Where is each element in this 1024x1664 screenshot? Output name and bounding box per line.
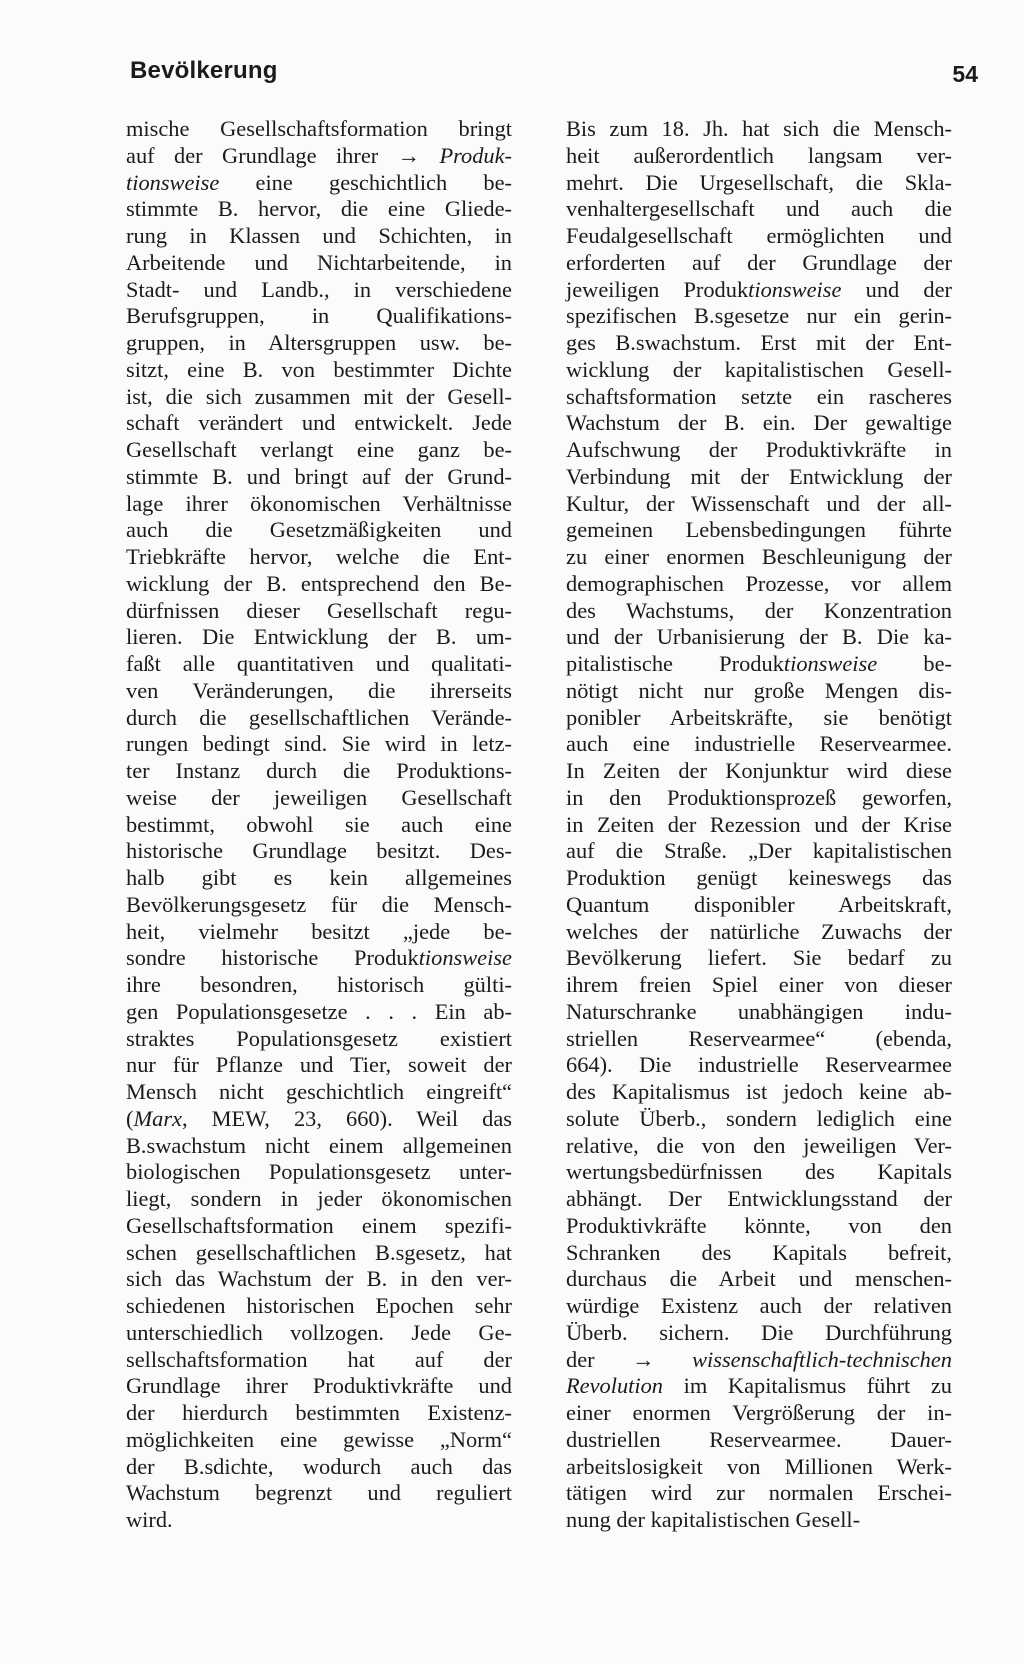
text-line: dustriellen Reservearmee. Dauer- (566, 1426, 952, 1452)
text-line: Überb. sichern. Die Durchführung (566, 1319, 952, 1345)
text-line: schaftsformation setzte ein rascheres (566, 383, 952, 409)
text-line: auch die Gesetzmäßigkeiten und (126, 517, 512, 543)
text-line: pitalistische Produktionsweise be- (566, 651, 953, 676)
page-number: 54 (952, 61, 978, 87)
text-line: striellen Reservearmee“ (ebenda, (566, 1025, 952, 1051)
text-line: des Wachstums, der Konzentration (566, 597, 952, 623)
text-line: Revolution im Kapitalismus führt zu (566, 1373, 952, 1399)
text-line: Produktion genügt keineswegs das (566, 865, 952, 890)
text-line: Arbeitende und Nichtarbeitende, in (126, 249, 512, 275)
text-line: bestimmt, obwohl sie auch eine (126, 811, 512, 837)
text-line: sondre historische Produktionsweise (126, 945, 512, 971)
text-line: Aufschwung der Produktivkräfte in (566, 437, 952, 462)
text-line: B.swachstum nicht einem allgemeinen (126, 1132, 512, 1158)
text-line: würdige Existenz auch der relativen (566, 1293, 952, 1318)
text-line: wicklung der B. entsprechend den Be- (126, 570, 512, 596)
right-text-column (566, 116, 952, 1534)
text-line: sellschaftsformation hat auf der (126, 1346, 512, 1372)
text-line: Produktivkräfte könnte, von den (566, 1212, 952, 1238)
text-line: Mensch nicht geschichtlich eingreift“ (126, 1079, 512, 1104)
text-line: schiedenen historischen Epochen sehr (126, 1293, 512, 1318)
text-line: In Zeiten der Konjunktur wird diese (566, 758, 952, 783)
text-line: heit außerordentlich langsam ver- (566, 142, 952, 168)
text-line: durch die gesellschaftlichen Verände- (126, 704, 512, 730)
text-line: auch eine industrielle Reservearmee. (566, 731, 952, 757)
text-line: Quantum disponibler Arbeitskraft, (566, 891, 952, 917)
text-line: abhängt. Der Entwicklungsstand der (566, 1186, 952, 1211)
text-line: Triebkräfte hervor, welche die Ent- (126, 544, 512, 569)
text-line: jeweiligen Produktionsweise und der (566, 276, 952, 302)
text-line: (Marx, MEW, 23, 660). Weil das (126, 1105, 512, 1131)
text-line: straktes Populationsgesetz existiert (126, 1025, 512, 1051)
text-line: relative, die von den jeweiligen Ver- (566, 1132, 952, 1158)
text-line: Feudalgesellschaft ermöglichten und (566, 223, 952, 248)
text-line: spezifischen B.sgesetze nur ein gerin- (566, 303, 952, 329)
text-line: gemeinen Lebensbedingungen führte (566, 517, 952, 543)
text-line: Bevölkerung liefert. Sie bedarf zu (566, 945, 952, 971)
text-line: halb gibt es kein allgemeines (126, 865, 512, 890)
text-line: durchaus die Arbeit und menschen- (566, 1266, 952, 1292)
text-line: der hierdurch bestimmten Existenz- (126, 1400, 512, 1425)
text-line: faßt alle quantitativen und qualitati- (126, 651, 512, 676)
text-line: mische Gesellschaftsformation bringt (126, 116, 512, 141)
text-line: biologischen Populationsgesetz unter- (126, 1159, 512, 1185)
text-line: ven Veränderungen, die ihrerseits (126, 677, 512, 703)
text-line: des Kapitalismus ist jedoch keine ab- (566, 1079, 952, 1104)
text-line: liegt, sondern in jeder ökonomischen (126, 1186, 512, 1211)
text-line: in den Produktionsprozeß geworfen, (566, 784, 952, 810)
text-line: ponibler Arbeitskräfte, sie benötigt (566, 704, 952, 730)
text-line: Gesellschaft verlangt eine ganz be- (126, 437, 512, 462)
text-line: in Zeiten der Rezession und der Krise (566, 811, 952, 837)
text-line: Grundlage ihrer Produktivkräfte und (126, 1373, 512, 1399)
text-line: gruppen, in Altersgruppen usw. be- (126, 330, 512, 355)
text-line: demographischen Prozesse, vor allem (566, 570, 952, 596)
text-line: Wachstum begrenzt und reguliert (126, 1480, 512, 1506)
text-line: schen gesellschaftlichen B.sgesetz, hat (126, 1239, 512, 1265)
text-line: einer enormen Vergrößerung der in- (566, 1400, 952, 1425)
text-line: Verbindung mit der Entwicklung der (566, 463, 952, 489)
left-text-column (126, 116, 512, 1534)
text-line: Schranken des Kapitals befreit, (566, 1239, 952, 1265)
text-line: tätigen wird zur normalen Erschei- (566, 1480, 952, 1506)
text-line: Bevölkerungsgesetz für die Mensch- (126, 891, 512, 917)
text-line: stimmte B. und bringt auf der Grund- (126, 463, 512, 489)
text-line: unterschiedlich vollzogen. Jede Ge- (126, 1319, 512, 1345)
text-line: rung in Klassen und Schichten, in (126, 223, 512, 248)
page-header (130, 57, 978, 93)
text-line: möglichkeiten eine gewisse „Norm“ (126, 1426, 512, 1452)
text-line: ihre besondren, historisch gülti- (126, 972, 512, 997)
text-line: nötigt nicht nur große Mengen dis- (566, 677, 952, 703)
text-line: wird. (126, 1507, 173, 1532)
text-line: der → wissenschaftlich-technischen (566, 1346, 952, 1372)
text-line: ist, die sich zusammen mit der Gesell- (126, 383, 512, 409)
text-line: Kultur, der Wissenschaft und der all- (566, 490, 952, 516)
text-line: zu einer enormen Beschleunigung der (566, 544, 952, 569)
text-line: erforderten auf der Grundlage der (566, 249, 952, 275)
text-line: Bis zum 18. Jh. hat sich die Mensch- (566, 116, 952, 141)
text-line: nur für Pflanze und Tier, soweit der (126, 1052, 512, 1078)
text-line: ihrem freien Spiel einer von dieser (566, 972, 952, 997)
text-line: arbeitslosigkeit von Millionen Werk- (566, 1453, 952, 1479)
text-line: mehrt. Die Urgesellschaft, die Skla- (566, 169, 952, 195)
text-line: Berufsgruppen, in Qualifikations- (126, 303, 512, 329)
text-line: tionsweise eine geschichtlich be- (126, 169, 512, 195)
text-line: schaft verändert und entwickelt. Jede (126, 410, 512, 436)
text-line: auf der Grundlage ihrer → Produk- (126, 142, 512, 168)
text-line: stimmte B. hervor, die eine Gliede- (126, 196, 512, 222)
text-line: Gesellschaftsformation einem spezifi- (126, 1212, 512, 1238)
text-line: wertungsbedürfnissen des Kapitals (566, 1159, 952, 1185)
text-line: gen Populationsgesetze . . . Ein ab- (126, 998, 512, 1024)
text-line: lage ihrer ökonomischen Verhältnisse (126, 490, 512, 516)
text-line: Naturschranke unabhängigen indu- (566, 998, 952, 1024)
text-line: heit, vielmehr besitzt „jede be- (126, 918, 512, 944)
text-line: weise der jeweiligen Gesellschaft (126, 784, 512, 810)
text-line: auf die Straße. „Der kapitalistischen (566, 838, 952, 864)
section-title: Bevölkerung (130, 57, 278, 84)
text-line: lieren. Die Entwicklung der B. um- (126, 624, 512, 650)
text-line: nung der kapitalistischen Gesell- (566, 1507, 861, 1532)
text-line: dürfnissen dieser Gesellschaft regu- (126, 597, 512, 623)
text-line: und der Urbanisierung der B. Die ka- (566, 624, 952, 650)
text-line: venhaltergesellschaft und auch die (566, 196, 952, 222)
text-line: historische Grundlage besitzt. Des- (126, 838, 512, 864)
text-line: 664). Die industrielle Reservearmee (566, 1052, 952, 1078)
text-line: ges B.swachstum. Erst mit der Ent- (566, 330, 952, 355)
text-line: Stadt- und Landb., in verschiedene (126, 276, 512, 302)
text-line: rungen bedingt sind. Sie wird in letz- (126, 731, 512, 757)
text-line: welches der natürliche Zuwachs der (566, 918, 952, 944)
text-line: der B.sdichte, wodurch auch das (126, 1453, 512, 1479)
text-line: ter Instanz durch die Produktions- (126, 758, 512, 783)
text-line: wicklung der kapitalistischen Gesell- (566, 356, 952, 382)
text-line: sich das Wachstum der B. in den ver- (126, 1266, 512, 1292)
text-line: solute Überb., sondern lediglich eine (566, 1105, 952, 1131)
text-line: sitzt, eine B. von bestimmter Dichte (126, 356, 512, 382)
text-line: Wachstum der B. ein. Der gewaltige (566, 410, 952, 436)
